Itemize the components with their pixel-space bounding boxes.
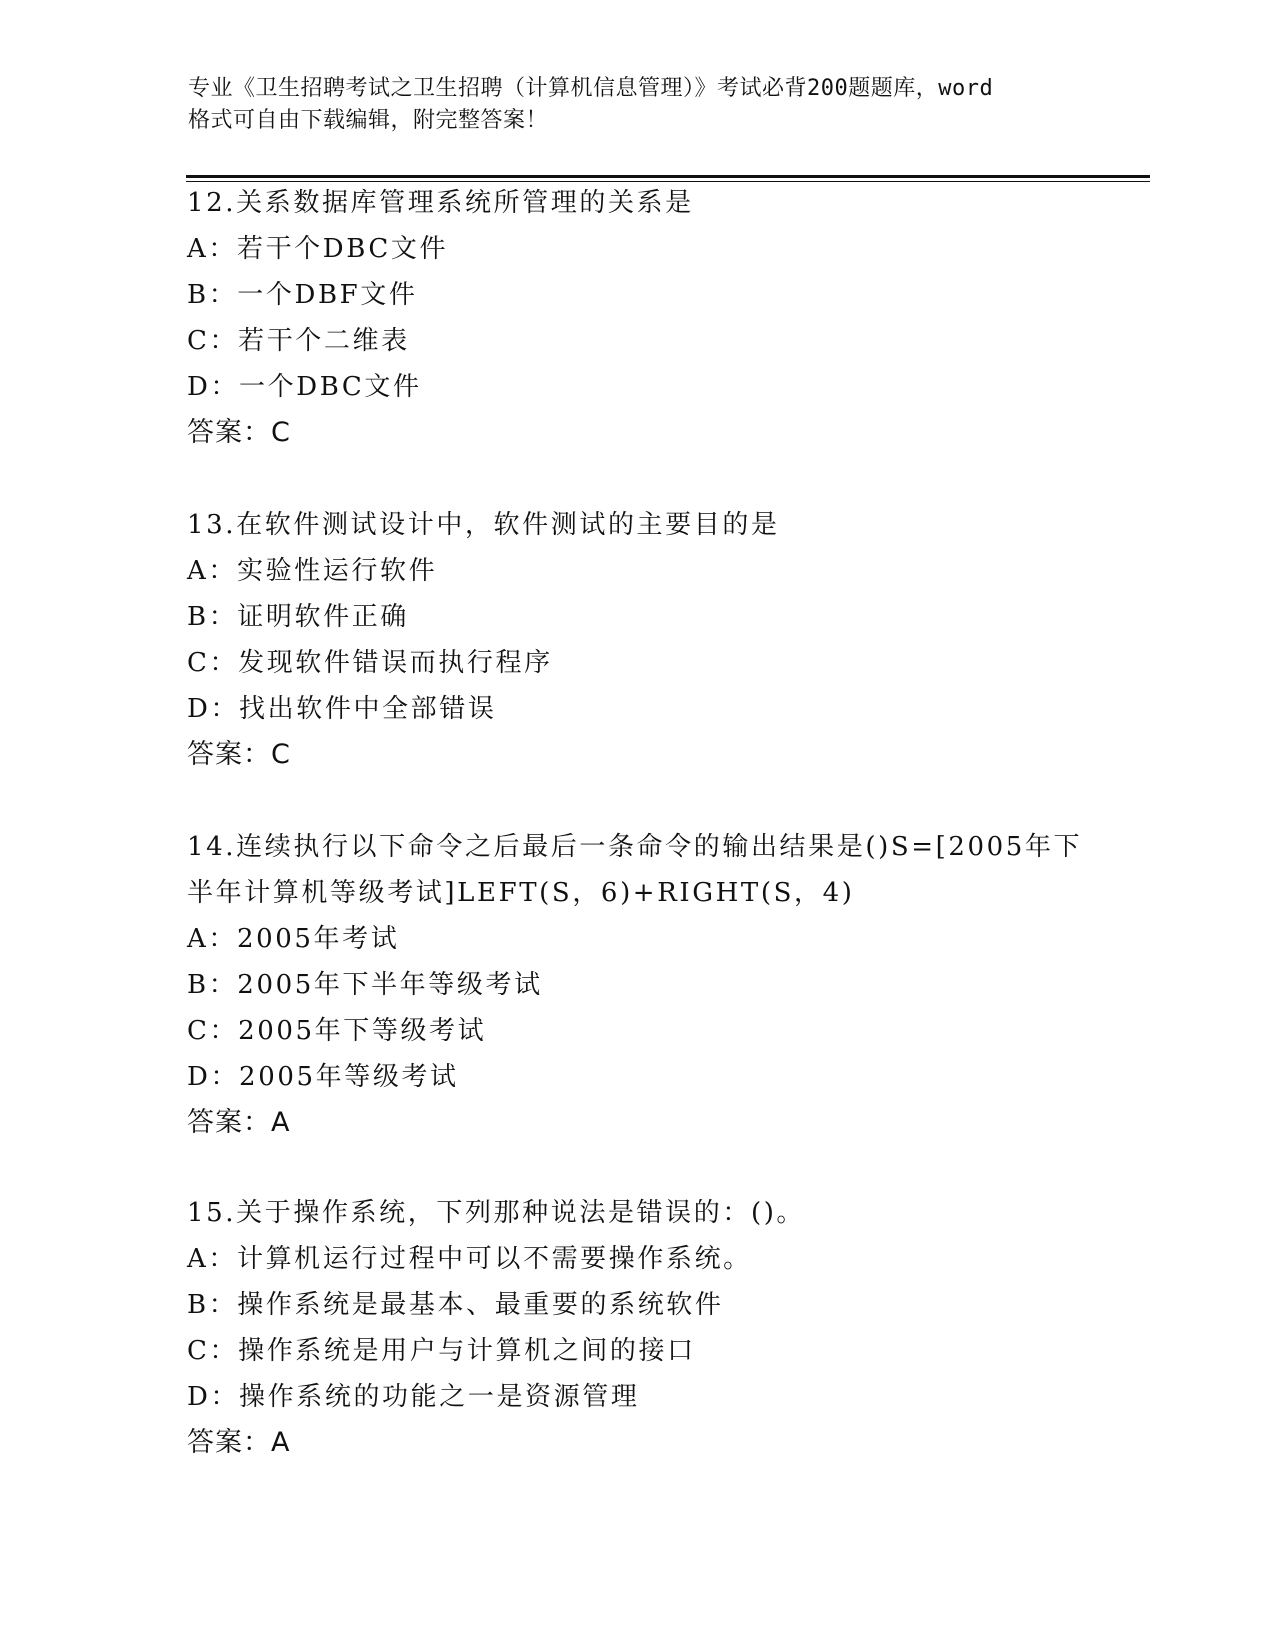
answer-line: 答案：A [187, 1427, 291, 1458]
option-d: D：一个DBC文件 [187, 372, 422, 402]
option-a: A：2005年考试 [187, 924, 400, 954]
question-12 [187, 180, 1137, 456]
question-stem: 14.连续执行以下命令之后最后一条命令的输出结果是()S=[2005年下 [187, 832, 1083, 862]
option-c: C：若干个二维表 [187, 326, 410, 356]
question-15 [187, 1190, 1137, 1466]
option-a: A：实验性运行软件 [187, 556, 438, 586]
question-14 [187, 824, 1137, 1146]
answer-line: 答案：A [187, 1107, 291, 1138]
header-line-1: 专业《卫生招聘考试之卫生招聘（计算机信息管理）》考试必背200题题库，word [188, 76, 994, 101]
question-stem: 15.关于操作系统，下列那种说法是错误的：()。 [187, 1198, 806, 1228]
option-b: B：操作系统是最基本、最重要的系统软件 [187, 1290, 724, 1320]
question-stem-continued: 半年计算机等级考试]LEFT(S，6)+RIGHT(S，4) [187, 878, 855, 908]
option-d: D：2005年等级考试 [187, 1062, 459, 1092]
option-a: A：计算机运行过程中可以不需要操作系统。 [187, 1244, 752, 1274]
option-b: B：证明软件正确 [187, 602, 409, 632]
question-stem: 13.在软件测试设计中，软件测试的主要目的是 [187, 510, 780, 540]
option-c: C：发现软件错误而执行程序 [187, 648, 553, 678]
header-line-2: 格式可自由下载编辑，附完整答案！ [188, 108, 549, 133]
option-c: C：2005年下等级考试 [187, 1016, 487, 1046]
question-stem: 12.关系数据库管理系统所管理的关系是 [187, 188, 694, 218]
option-b: B：一个DBF文件 [187, 280, 418, 310]
option-a: A：若干个DBC文件 [187, 234, 449, 264]
document-header [188, 73, 1088, 137]
header-divider-thick [186, 175, 1150, 178]
answer-line: 答案：C [187, 739, 291, 770]
option-c: C：操作系统是用户与计算机之间的接口 [187, 1336, 696, 1366]
option-d: D：找出软件中全部错误 [187, 694, 497, 724]
option-d: D：操作系统的功能之一是资源管理 [187, 1382, 640, 1412]
option-b: B：2005年下半年等级考试 [187, 970, 543, 1000]
answer-line: 答案：C [187, 417, 291, 448]
question-13 [187, 502, 1137, 778]
